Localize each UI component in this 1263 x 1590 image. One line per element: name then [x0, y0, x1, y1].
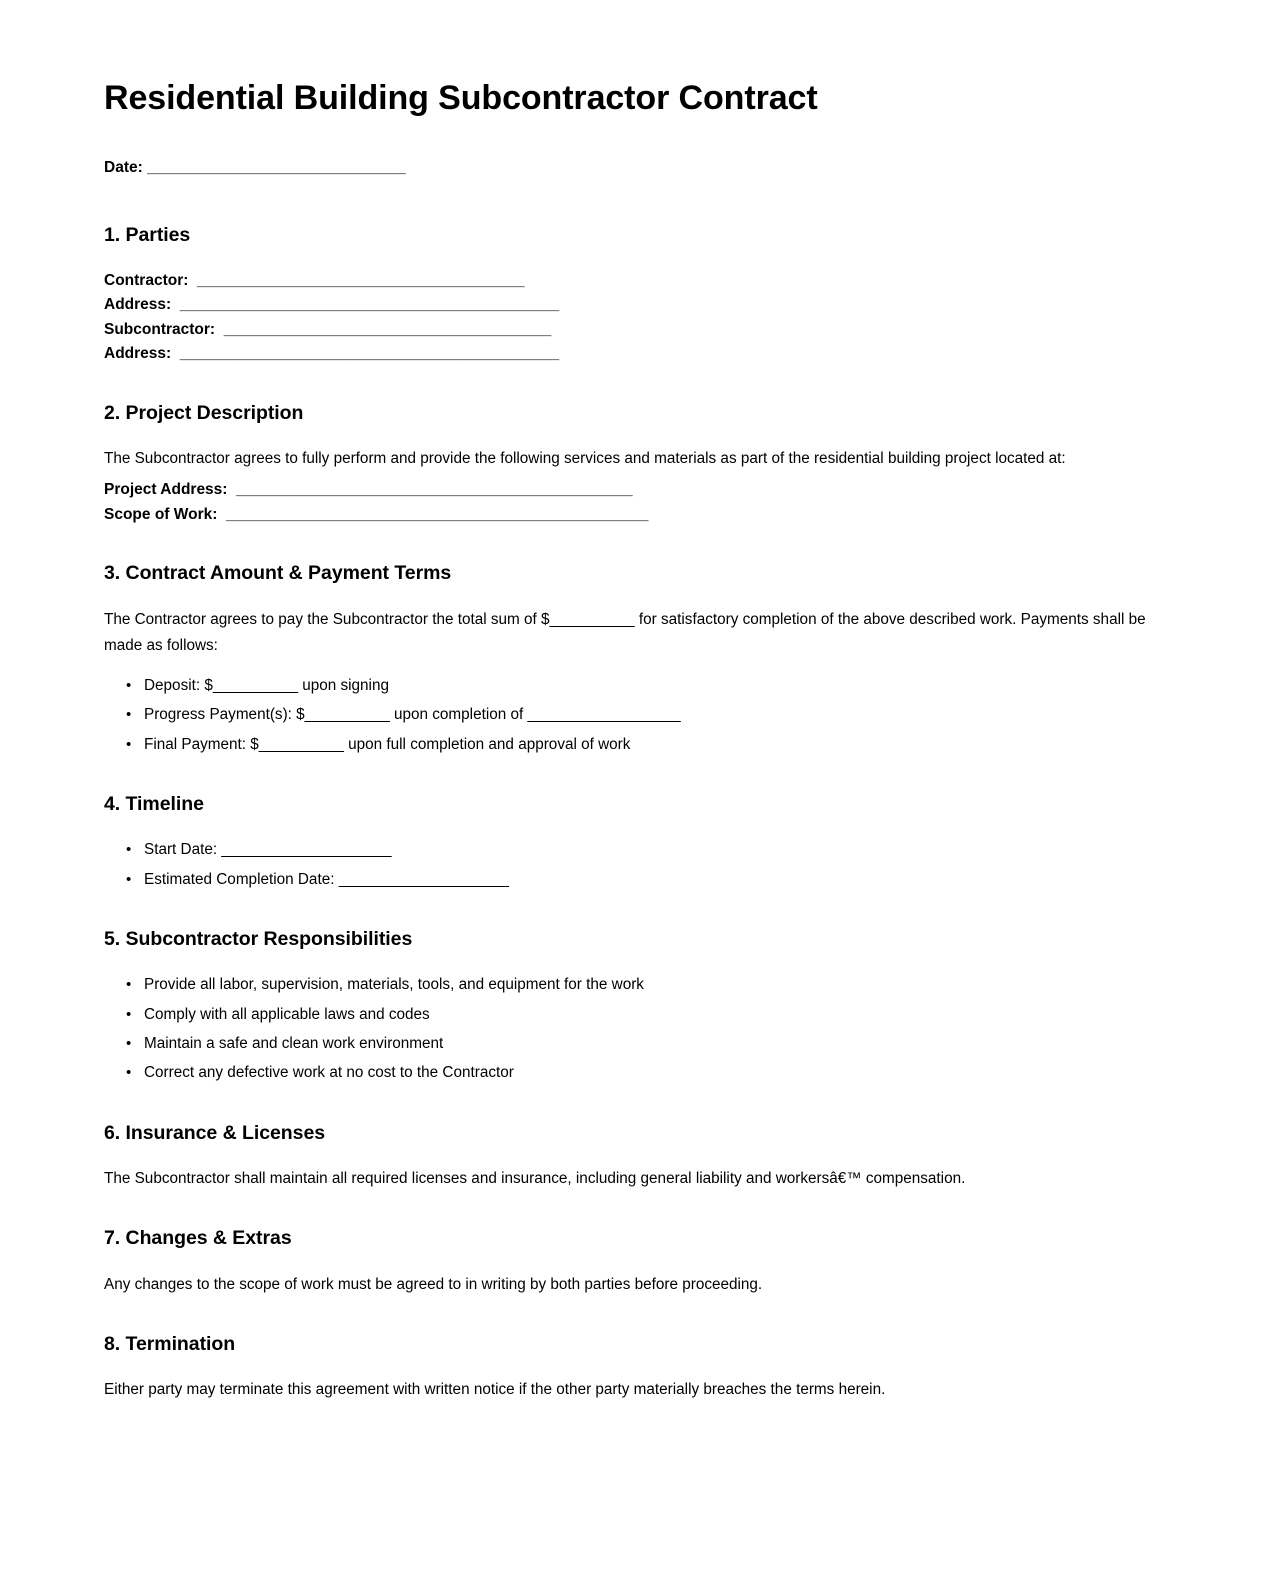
list-item — [144, 673, 1159, 699]
list-item: • Correct any defective work at no cost to the Contractor — [144, 1060, 1159, 1086]
project-address-label: Project Address: — [104, 481, 228, 499]
contract-amount-text-before: The Contractor agrees to pay the Subcontractor the total sum of $ — [104, 610, 550, 628]
date-label: Date: — [104, 159, 143, 177]
field-row-subcontractor — [104, 318, 1159, 342]
changes-extras-paragraph: Any changes to the scope of work must be agreed to in writing by both parties before proceeding. — [104, 1275, 763, 1293]
insurance-licenses-paragraph: The Subcontractor shall maintain all required licenses and insurance, including general liability and workersâ€™ compensation. — [104, 1169, 966, 1187]
progress-payment-label: Progress Payment(s): $ — [144, 706, 305, 724]
section-heading-parties: 1. Parties — [104, 224, 191, 247]
subcontractor-address-label: Address: — [104, 345, 172, 363]
section-heading-project-description: 2. Project Description — [104, 401, 304, 424]
completion-date-label: Estimated Completion Date: — [144, 870, 339, 888]
final-payment-label: Final Payment: $ — [144, 735, 259, 753]
subcontractor-address-blank-line[interactable]: ____________________________________________ — [171, 345, 560, 363]
section-heading-insurance-licenses: 6. Insurance & Licenses — [104, 1121, 326, 1144]
final-payment-blank-line[interactable]: __________ — [258, 735, 344, 753]
section-contract-amount — [104, 561, 1159, 758]
list-item: • Maintain a safe and clean work environment — [144, 1031, 1159, 1057]
project-address-blank-line[interactable]: ______________________________________________ — [227, 481, 633, 499]
deposit-blank-line[interactable]: __________ — [212, 677, 298, 695]
contract-amount-text-after: for satisfactory completion of the above described work. Payments shall be made as follows: — [104, 610, 1146, 654]
contract-total-blank-line[interactable]: __________ — [549, 610, 635, 628]
progress-payment-milestone-blank-line[interactable]: __________________ — [527, 706, 681, 724]
page-title: Residential Building Subcontractor Contract — [104, 79, 818, 117]
date-blank-line[interactable]: ______________________________ — [142, 159, 406, 177]
list-item — [144, 867, 1159, 893]
list-item — [144, 837, 1159, 863]
contractor-label: Contractor: — [104, 271, 189, 289]
final-payment-suffix: upon full completion and approval of work — [343, 735, 631, 753]
field-row-subcontractor-address — [104, 342, 1159, 366]
deposit-label: Deposit: $ — [144, 677, 213, 695]
section-parties — [104, 223, 1159, 366]
section-heading-termination: 8. Termination — [104, 1332, 236, 1355]
contractor-address-label: Address: — [104, 296, 172, 314]
section-heading-subcontractor-responsibilities: 5. Subcontractor Responsibilities — [104, 928, 413, 951]
termination-paragraph: Either party may terminate this agreement with written notice if the other party materially breaches the terms herein. — [104, 1381, 886, 1399]
list-item — [144, 732, 1159, 758]
field-row-contractor — [104, 269, 1159, 293]
deposit-suffix: upon signing — [297, 677, 389, 695]
payment-terms-list — [104, 673, 1159, 758]
responsibilities-list — [104, 972, 1159, 1086]
field-row-project-address — [104, 478, 1159, 502]
scope-of-work-label: Scope of Work: — [104, 505, 218, 523]
section-subcontractor-responsibilities — [104, 927, 1159, 1087]
date-field-row — [104, 156, 1159, 179]
completion-date-blank-line[interactable]: ____________________ — [338, 870, 509, 888]
project-description-intro: The Subcontractor agrees to fully perform and provide the following services and materials as part of the residential building project located at: — [104, 449, 1066, 467]
start-date-blank-line[interactable]: ____________________ — [221, 841, 392, 859]
contract-amount-paragraph — [104, 607, 1159, 660]
subcontractor-blank-line[interactable]: ______________________________________ — [215, 320, 552, 338]
list-item — [144, 702, 1159, 728]
list-item: • Comply with all applicable laws and codes — [144, 1002, 1159, 1028]
section-termination — [104, 1332, 1159, 1404]
section-heading-changes-extras: 7. Changes & Extras — [104, 1227, 292, 1250]
start-date-label: Start Date: — [144, 841, 222, 859]
section-changes-extras — [104, 1226, 1159, 1298]
timeline-list — [104, 837, 1159, 893]
section-heading-timeline: 4. Timeline — [104, 793, 204, 816]
section-timeline — [104, 792, 1159, 893]
contractor-blank-line[interactable]: ______________________________________ — [188, 271, 525, 289]
section-project-description — [104, 401, 1159, 528]
contractor-address-blank-line[interactable]: ____________________________________________ — [171, 296, 560, 314]
progress-payment-amount-blank-line[interactable]: __________ — [304, 706, 390, 724]
section-insurance-licenses — [104, 1121, 1159, 1193]
subcontractor-label: Subcontractor: — [104, 320, 216, 338]
progress-payment-suffix: upon completion of — [389, 706, 528, 724]
field-row-contractor-address — [104, 293, 1159, 317]
scope-of-work-blank-line[interactable]: _________________________________________________ — [217, 505, 649, 523]
list-item: • Provide all labor, supervision, materials, tools, and equipment for the work — [144, 972, 1159, 998]
field-row-scope-of-work — [104, 503, 1159, 527]
section-heading-contract-amount: 3. Contract Amount & Payment Terms — [104, 562, 452, 585]
